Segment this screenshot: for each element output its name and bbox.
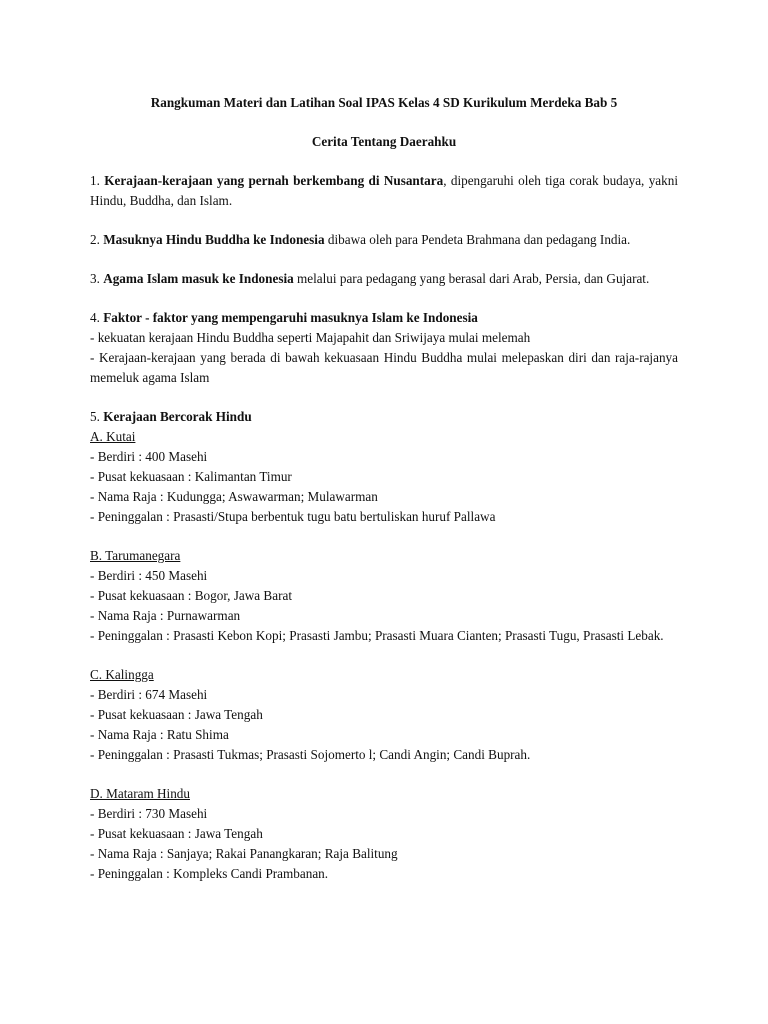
kingdom-detail: - Pusat kekuasaan : Jawa Tengah: [90, 826, 263, 841]
item-number: 4.: [90, 310, 104, 325]
kingdom-detail: - Peninggalan : Prasasti Kebon Kopi; Prasasti Jambu; Prasasti Muara Cianten; Prasasti Tugu, Prasasti Lebak.: [90, 628, 664, 643]
kingdom-detail: - Pusat kekuasaan : Jawa Tengah: [90, 707, 263, 722]
item-text: , dipengaruhi oleh tiga corak budaya, yakni Hindu, Buddha, dan Islam.: [90, 173, 678, 208]
kingdom-detail: - Peninggalan : Prasasti/Stupa berbentuk tugu batu bertuliskan huruf Pallawa: [90, 509, 496, 524]
item-number: 3.: [90, 271, 104, 286]
kingdom-detail: - Nama Raja : Kudungga; Aswawarman; Mulawarman: [90, 489, 378, 504]
kingdom-detail: - Nama Raja : Purnawarman: [90, 608, 241, 623]
kingdom-kutai: [90, 427, 678, 527]
document-page: [90, 93, 678, 884]
kingdom-mataram-hindu: [90, 784, 678, 884]
kingdom-name: A. Kutai: [90, 429, 136, 444]
summary-item-3: [90, 269, 678, 289]
kingdom-name: C. Kalingga: [90, 667, 154, 682]
kingdom-kalingga: [90, 665, 678, 765]
document-title: Rangkuman Materi dan Latihan Soal IPAS Kelas 4 SD Kurikulum Merdeka Bab 5: [150, 95, 618, 110]
item-heading: Kerajaan-kerajaan yang pernah berkembang di Nusantara: [104, 173, 444, 188]
kingdom-detail: - Pusat kekuasaan : Kalimantan Timur: [90, 469, 292, 484]
kingdom-detail: - Nama Raja : Sanjaya; Rakai Panangkaran; Raja Balitung: [90, 846, 398, 861]
item-heading-line: [90, 407, 678, 427]
item-bullet: - Kerajaan-kerajaan yang berada di bawah kekuasaan Hindu Buddha mulai melepaskan diri dan raja-rajanya memeluk agama Islam: [90, 350, 678, 385]
kingdom-detail: - Peninggalan : Kompleks Candi Prambanan.: [90, 866, 329, 881]
kingdom-detail: - Nama Raja : Ratu Shima: [90, 727, 229, 742]
item-bullet: - kekuatan kerajaan Hindu Buddha seperti Majapahit dan Sriwijaya mulai melemah: [90, 330, 531, 345]
kingdom-name: B. Tarumanegara: [90, 548, 181, 563]
summary-item-4: [90, 308, 678, 388]
item-text: dibawa oleh para Pendeta Brahmana dan pedagang India.: [324, 232, 631, 247]
kingdom-name: D. Mataram Hindu: [90, 786, 190, 801]
summary-item-2: [90, 230, 678, 250]
summary-item-5: [90, 407, 678, 527]
kingdom-detail: - Peninggalan : Prasasti Tukmas; Prasasti Sojomerto l; Candi Angin; Candi Buprah.: [90, 747, 531, 762]
kingdom-detail: - Pusat kekuasaan : Bogor, Jawa Barat: [90, 588, 292, 603]
item-heading: Agama Islam masuk ke Indonesia: [103, 271, 294, 286]
item-number: 1.: [90, 173, 105, 188]
kingdom-detail: - Berdiri : 400 Masehi: [90, 449, 208, 464]
item-text: melalui para pedagang yang berasal dari Arab, Persia, dan Gujarat.: [293, 271, 650, 286]
kingdom-tarumanegara: [90, 546, 678, 646]
kingdom-detail: - Berdiri : 730 Masehi: [90, 806, 208, 821]
document-subtitle: Cerita Tentang Daerahku: [311, 134, 457, 149]
kingdom-detail: - Berdiri : 674 Masehi: [90, 687, 208, 702]
item-heading-line: [90, 308, 678, 328]
item-number: 2.: [90, 232, 104, 247]
item-heading: Kerajaan Bercorak Hindu: [103, 409, 252, 424]
kingdom-detail: - Berdiri : 450 Masehi: [90, 568, 208, 583]
item-heading: Masuknya Hindu Buddha ke Indonesia: [103, 232, 325, 247]
summary-item-1: [90, 171, 678, 211]
item-number: 5.: [90, 409, 104, 424]
item-heading: Faktor - faktor yang mempengaruhi masuknya Islam ke Indonesia: [103, 310, 478, 325]
